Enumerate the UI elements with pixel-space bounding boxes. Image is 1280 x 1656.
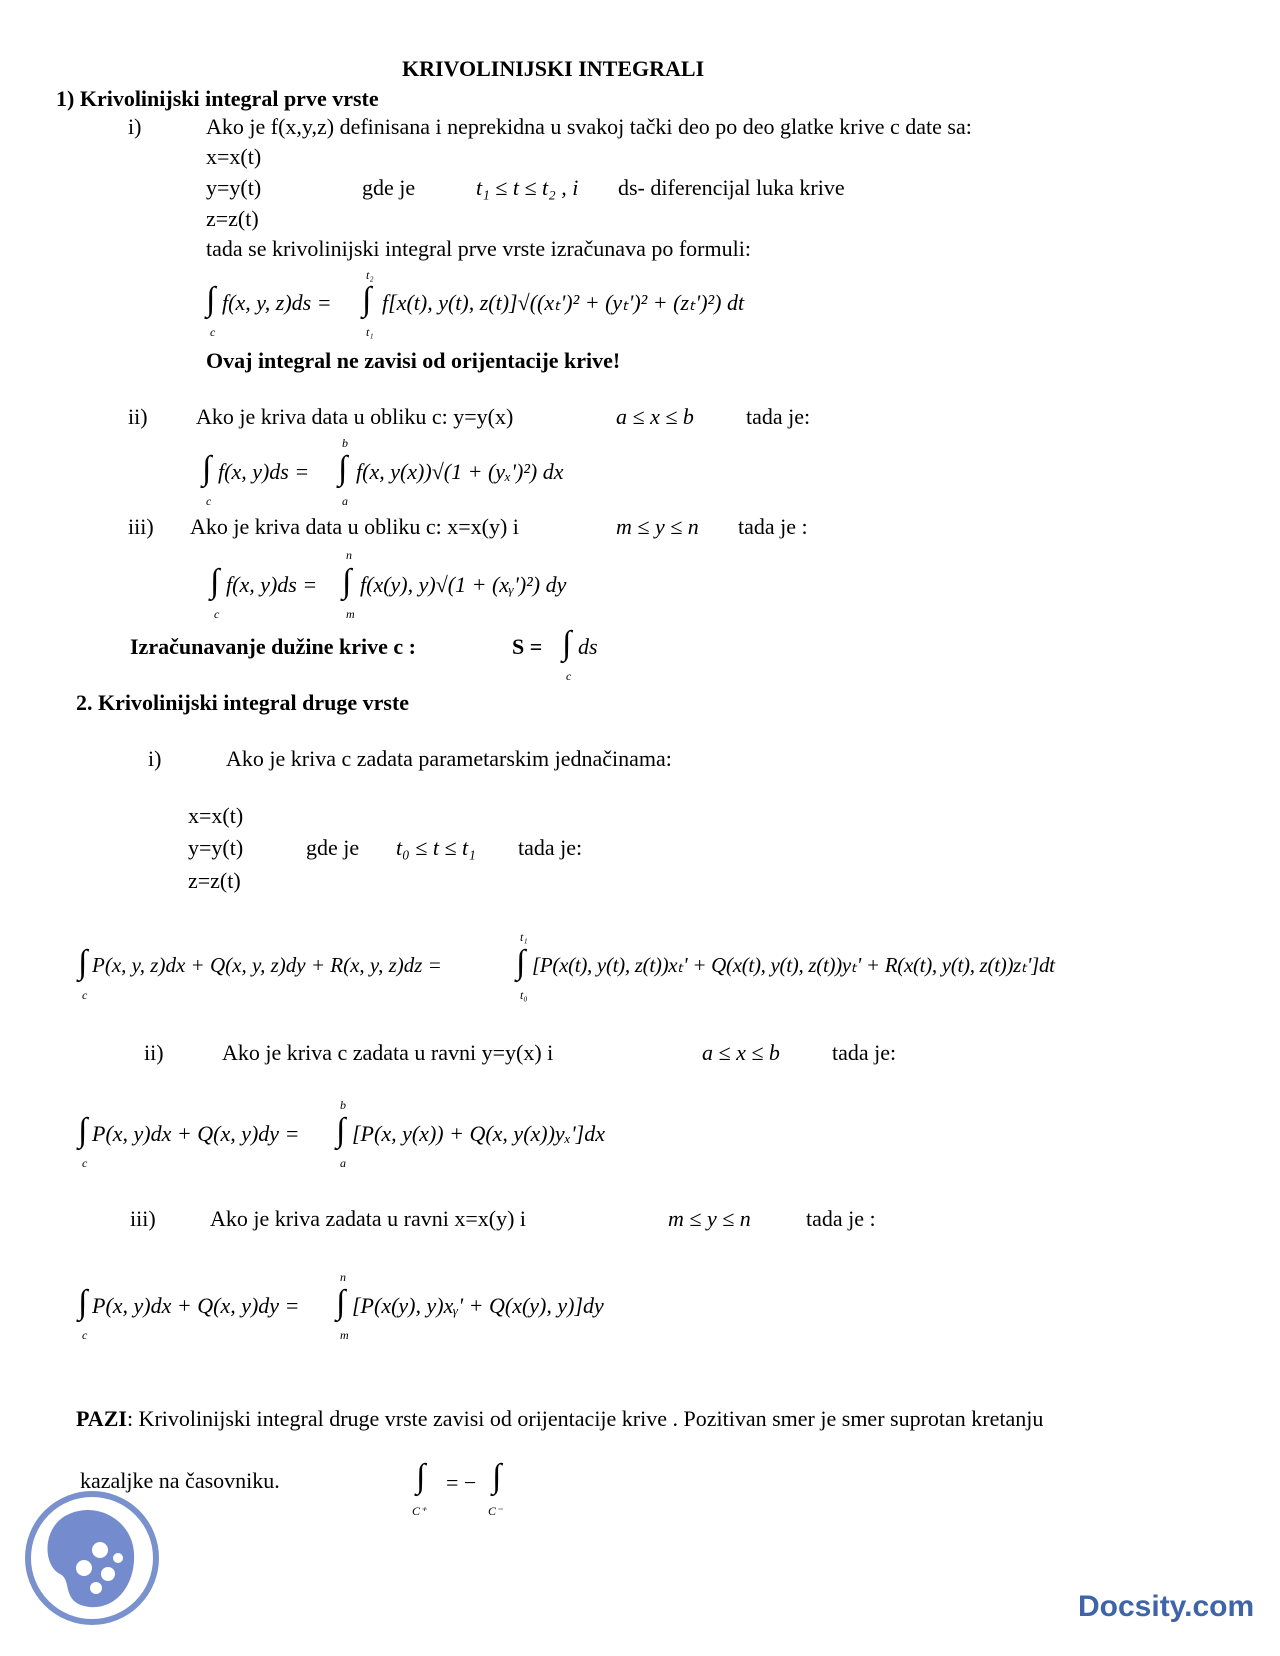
s1-i-ds: ds- diferencijal luka krive [618, 175, 845, 200]
page-title: KRIVOLINIJSKI INTEGRALI [402, 56, 705, 81]
s1-i-x: x=x(t) [206, 144, 262, 169]
integral-sign: ∫ [210, 563, 220, 600]
s1-length-ds: ds [578, 634, 598, 659]
integral-sign: ∫ [516, 944, 526, 981]
integral-upper: b [340, 1098, 346, 1112]
integral-lower-c: c [206, 494, 212, 508]
integral-sign: ∫ [202, 450, 212, 487]
s2-ii-label: ii) [144, 1040, 164, 1065]
integral-sign: ∫ [492, 1458, 502, 1495]
s1-i-gde: gde je [362, 175, 416, 200]
s2-i-tada: tada je: [518, 835, 583, 860]
docsity-logo-icon [22, 1488, 162, 1628]
s2-i-formula-lhs: P(x, y, z)dx + Q(x, y, z)dy + R(x, y, z)dz = [92, 953, 442, 977]
integral-lower: a [340, 1156, 346, 1170]
s2-i-y: y=y(t) [188, 835, 244, 860]
s2-i-x: x=x(t) [188, 803, 244, 828]
s2-i-text: Ako je kriva c zadata parametarskim jednačinama: [226, 746, 672, 771]
pazi-text2: kazaljke na časovniku. [80, 1468, 280, 1493]
s1-iii-text: Ako je kriva data u obliku c: x=x(y) i [190, 514, 519, 539]
s1-ii-range: a ≤ x ≤ b [616, 404, 694, 429]
s2-ii-text: Ako je kriva c zadata u ravni y=y(x) i [222, 1040, 554, 1065]
integral-lower-c: c [210, 325, 216, 339]
integral-upper: t₂ [366, 268, 374, 282]
s2-ii-formula-rhs: [P(x, y(x)) + Q(x, y(x))yₓ']dx [352, 1121, 605, 1146]
pazi-paragraph [76, 1406, 1043, 1432]
s1-iii-label: iii) [128, 514, 154, 539]
s1-iii-tada: tada je : [738, 514, 808, 539]
integral-lower-c: c [214, 607, 220, 621]
s1-ii-tada: tada je: [746, 404, 811, 429]
s2-iii-range: m ≤ y ≤ n [668, 1206, 751, 1231]
s1-i-text: Ako je f(x,y,z) definisana i neprekidna u svakoj tački deo po deo glatke krive c date sa: [206, 114, 972, 139]
s1-i-formula-rhs: f[x(t), y(t), z(t)]√((xₜ')² + (yₜ')² + (zₜ')²) dt [382, 290, 745, 315]
s2-iii-formula-rhs: [P(x(y), y)xᵧ' + Q(x(y), y)]dy [352, 1293, 604, 1318]
s2-ii-tada: tada je: [832, 1040, 897, 1065]
integral-sign: ∫ [362, 281, 372, 318]
s1-iii-formula-rhs: f(x(y), y)√(1 + (xᵧ')²) dy [360, 572, 567, 597]
integral-lower: a [342, 494, 348, 508]
integral-lower: m [340, 1328, 349, 1342]
integral-sign: ∫ [78, 1112, 88, 1149]
s2-i-range: t₀ ≤ t ≤ t₁ [396, 835, 476, 860]
integral-lower-cplus: C⁺ [412, 1504, 427, 1518]
integral-sign: ∫ [338, 450, 348, 487]
integral-upper: t₁ [520, 930, 528, 944]
s2-i-label: i) [148, 746, 162, 771]
s1-ii-label: ii) [128, 404, 148, 429]
s1-i-range: t₁ ≤ t ≤ t₂ , i [476, 175, 579, 200]
integral-sign: ∫ [78, 1284, 88, 1321]
s1-i-formula-lhs: f(x, y, z)ds = [222, 290, 332, 315]
s2-i-gde: gde je [306, 835, 360, 860]
s1-iii-formula-lhs: f(x, y)ds = [226, 572, 318, 597]
integral-sign: ∫ [206, 281, 216, 318]
pazi-eq: = − [446, 1470, 477, 1495]
integral-lower-c: c [82, 1156, 88, 1170]
s2-iii-label: iii) [130, 1206, 156, 1231]
integral-lower: t₀ [520, 988, 528, 1002]
integral-lower-cminus: C⁻ [488, 1504, 503, 1518]
s1-length-label: Izračunavanje dužine krive c : [130, 634, 416, 659]
pazi-label: PAZI [76, 1406, 127, 1431]
integral-lower: t₁ [366, 325, 374, 339]
s2-iii-text: Ako je kriva zadata u ravni x=x(y) i [210, 1206, 527, 1231]
integral-upper: n [340, 1270, 346, 1284]
s1-ii-formula-lhs: f(x, y)ds = [218, 459, 310, 484]
s2-iii-tada: tada je : [806, 1206, 876, 1231]
s2-i-z: z=z(t) [188, 868, 241, 893]
s1-ii-text: Ako je kriva data u obliku c: y=y(x) [196, 404, 514, 429]
integral-lower-c: c [566, 669, 572, 683]
pazi-text: : Krivolinijski integral druge vrste zavisi od orijentacije krive . Pozitivan smer je smer suprotan kretanju [126, 1406, 1044, 1431]
docsity-watermark: Docsity.com [1078, 1590, 1255, 1623]
s1-i-z: z=z(t) [206, 206, 259, 231]
integral-lower-c: c [82, 1328, 88, 1342]
s1-ii-formula-rhs: f(x, y(x))√(1 + (yₓ')²) dx [356, 459, 564, 484]
s2-iii-formula-lhs: P(x, y)dx + Q(x, y)dy = [92, 1293, 300, 1318]
integral-sign: ∫ [342, 563, 352, 600]
s1-length-formula: S = [512, 634, 543, 659]
s1-i-note: Ovaj integral ne zavisi od orijentacije krive! [206, 348, 621, 373]
s2-ii-range: a ≤ x ≤ b [702, 1040, 780, 1065]
s2-ii-formula-lhs: P(x, y)dx + Q(x, y)dy = [92, 1121, 300, 1146]
s1-i-y: y=y(t) [206, 175, 262, 200]
section1-heading: 1) Krivolinijski integral prve vrste [56, 86, 379, 111]
integral-sign: ∫ [78, 944, 88, 981]
integral-sign: ∫ [336, 1284, 346, 1321]
section2-heading: 2. Krivolinijski integral druge vrste [76, 690, 410, 715]
s2-i-formula-rhs: [P(x(t), y(t), z(t))xₜ' + Q(x(t), y(t), z(t))yₜ' + R(x(t), y(t), z(t))zₜ']dt [532, 953, 1055, 977]
s1-i-tada: tada se krivolinijski integral prve vrste izračunava po formuli: [206, 236, 751, 261]
integral-lower-c: c [82, 988, 88, 1002]
integral-sign: ∫ [336, 1112, 346, 1149]
integral-upper: b [342, 436, 348, 450]
integral-lower: m [346, 607, 355, 621]
s1-i-label: i) [128, 114, 142, 139]
integral-sign: ∫ [562, 625, 572, 662]
integral-upper: n [346, 548, 352, 562]
s1-iii-range: m ≤ y ≤ n [616, 514, 699, 539]
integral-sign: ∫ [416, 1458, 426, 1495]
